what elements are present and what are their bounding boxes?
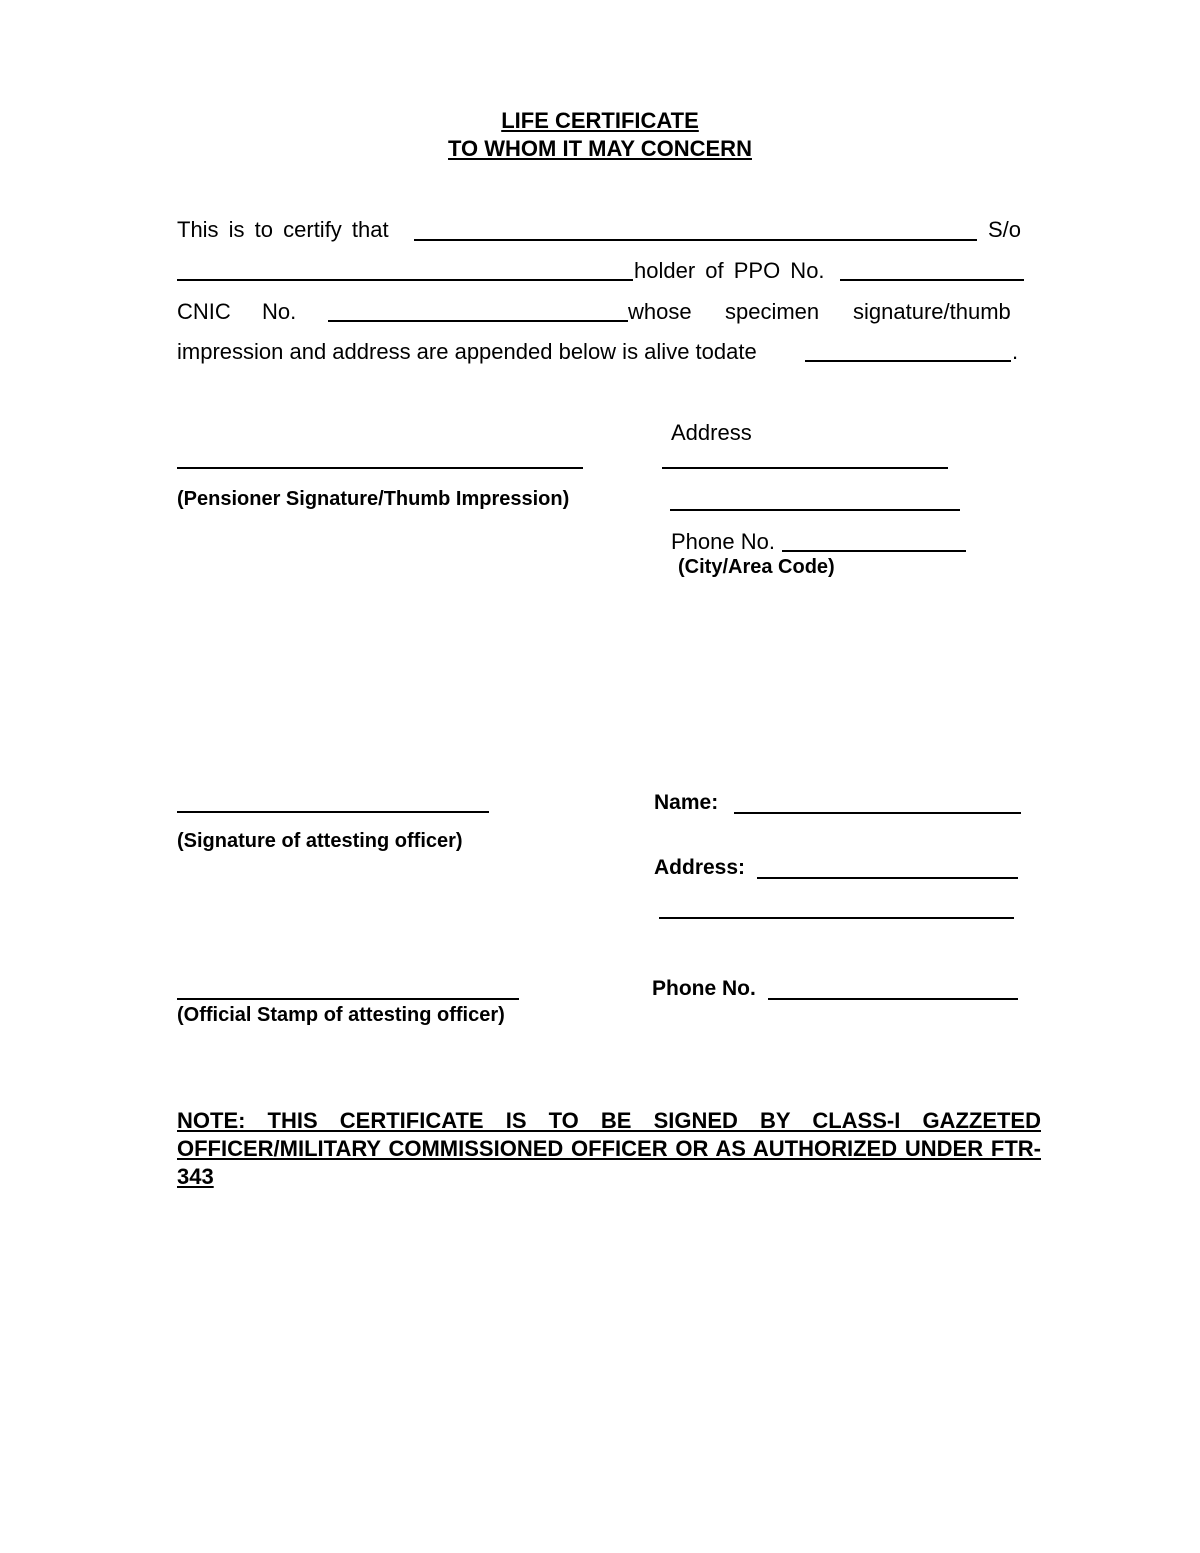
father-name-blank[interactable]	[177, 279, 633, 281]
certify-prefix: This is to certify that	[177, 217, 389, 242]
officer-address-label: Address:	[654, 856, 746, 879]
pensioner-name-blank[interactable]	[414, 239, 977, 241]
officer-name-blank[interactable]	[734, 812, 1021, 814]
attesting-signature-label: (Signature of attesting officer)	[177, 830, 463, 852]
officer-name-label: Name:	[654, 791, 719, 814]
certificate-note: NOTE: THIS CERTIFICATE IS TO BE SIGNED BY CLASS-I GAZZETED OFFICER/MILITARY COMMISSIONED OFFICER OR AS AUTHORIZED UNDER FTR-343	[177, 1108, 1041, 1189]
pensioner-signature-line[interactable]	[177, 467, 583, 469]
pensioner-signature-label: (Pensioner Signature/Thumb Impression)	[177, 488, 570, 510]
address-label: Address	[671, 420, 752, 445]
officer-address-line-2[interactable]	[659, 917, 1014, 919]
certificate-title: LIFE CERTIFICATE	[501, 108, 699, 133]
so-label: S/o	[988, 217, 1022, 242]
ppo-number-blank[interactable]	[840, 279, 1024, 281]
official-stamp-label: (Official Stamp of attesting officer)	[177, 1004, 505, 1026]
cnic-number-blank[interactable]	[328, 320, 628, 322]
pensioner-phone-label: Phone No.	[671, 529, 775, 554]
officer-phone-blank[interactable]	[768, 998, 1018, 1000]
officer-phone-label: Phone No.	[652, 977, 756, 1000]
cnic-label: CNIC	[177, 299, 231, 324]
address-line-2[interactable]	[670, 509, 960, 511]
date-blank[interactable]	[805, 360, 1011, 362]
city-code-label: (City/Area Code)	[678, 556, 835, 578]
impression-text: impression and address are appended below is alive todate	[177, 339, 757, 364]
period-mark: .	[1012, 339, 1019, 364]
whose-text: whose	[628, 299, 692, 324]
cnic-no-label: No.	[262, 299, 297, 324]
signature-thumb-text: signature/thumb	[853, 299, 1011, 324]
attesting-signature-line[interactable]	[177, 811, 489, 813]
ppo-label: holder of PPO No.	[634, 258, 825, 283]
specimen-text: specimen	[725, 299, 820, 324]
address-line-1[interactable]	[662, 467, 948, 469]
officer-address-line-1[interactable]	[757, 877, 1018, 879]
certificate-subtitle: TO WHOM IT MAY CONCERN	[448, 136, 752, 161]
official-stamp-line[interactable]	[177, 998, 519, 1000]
pensioner-phone-blank[interactable]	[782, 550, 966, 552]
